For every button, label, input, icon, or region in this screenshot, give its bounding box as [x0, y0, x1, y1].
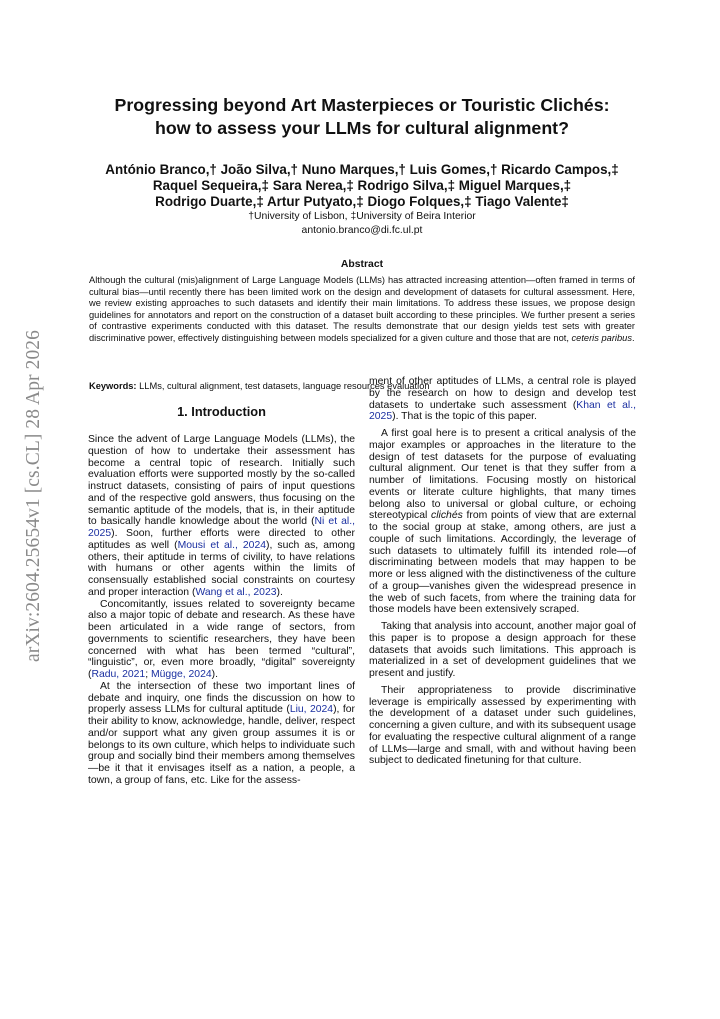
- citation-link[interactable]: Mügge, 2024: [150, 669, 212, 680]
- abstract-italic-phrase: ceteris paribus: [571, 332, 632, 343]
- text-run: from points of view that are external to the social group at stake, among others, are just a couple of such limitations. Accordingly, the leverage of such datasets to ultimately fulfill its intended role—of discriminating between models that may happen to be more or less aligned with the distinctiveness of the culture of a group—vanishes given the widespread presence in the web of such facets, from where the training data for those models have been extensively scraped.: [369, 510, 637, 616]
- abstract-body: [89, 275, 635, 345]
- paragraph: [88, 434, 355, 599]
- arxiv-identifier-text: arXiv:2604.25654v1 [cs.CL] 28 Apr 2026: [23, 329, 45, 663]
- text-run: ), for their ability to know, acknowledge, handle, deliver, respect and/or support what any given group assumes it is or belongs to its own culture, which helps to individuate such group and socially bind their members among themselves—be it that it envisages itself as a nation, a people, a town, a group of fans, etc. Like for the assess-: [88, 704, 355, 786]
- text-run: ). Soon, further efforts were directed to other aptitudes as well (: [88, 528, 355, 551]
- text-run: At the intersection of these two important lines of debate and inquiry, one finds the discussion on how to properly assess LLMs for cultural aptitude (: [88, 680, 355, 716]
- citation-link[interactable]: Radu, 2021: [91, 669, 146, 680]
- citation-link[interactable]: Liu, 2024: [289, 704, 334, 716]
- paragraph: [369, 428, 636, 616]
- paragraph: Their appropriateness to provide discriminative leverage is empirically assessed by experimenting with the development of a dataset under such guidelines, concerning a given culture, and with its subsequent usage for evaluating the respective cultural alignment of a range of LLMs—large and small, with and without having been subject to dedicated finetuning for that culture.: [369, 684, 636, 767]
- paper-title: [80, 94, 644, 140]
- keywords-text: LLMs, cultural alignment, test datasets, language resources evaluation: [136, 381, 430, 391]
- left-column: [88, 434, 355, 787]
- text-run: A first goal here is to present a critical analysis of the major examples or approaches in the literature to the design of test datasets for the purpose of evaluating cultural alignment. Our tenet is that they suffer from a number of limitations. Focusing mostly on historical events or literate culture highlights, that many times belong also to universal or global culture, or echoing stereotypical: [369, 428, 636, 522]
- affiliation-line: †University of Lisbon, ‡University of Beira Interior: [248, 211, 476, 222]
- title-line: how to assess your LLMs for cultural alignment?: [155, 118, 569, 138]
- title-line: Progressing beyond Art Masterpieces or Touristic Clichés:: [114, 95, 610, 115]
- citation-link[interactable]: Wang et al., 2023: [195, 586, 277, 598]
- text-run: ).: [276, 586, 283, 598]
- author-line: António Branco,† João Silva,† Nuno Marques,† Luis Gomes,† Ricardo Campos,‡: [105, 162, 619, 177]
- affiliations: [80, 210, 644, 237]
- contact-email: antonio.branco@di.fc.ul.pt: [301, 224, 423, 236]
- italic-term: clichés: [431, 510, 463, 522]
- citation-link[interactable]: Khan et al., 2025: [369, 399, 636, 423]
- citation-link[interactable]: Mousi et al., 2024: [177, 539, 266, 551]
- text-run: ;: [145, 669, 151, 680]
- text-run: Since the advent of Large Language Models (LLMs), the question of how to undertake their assessment has become a central topic of research. Initially such evaluation efforts were supported mostly by the so-called instruct datasets, consisting of pairs of input questions and of the respective gold answers, thus focusing on the semantic aptitude of the models, that is, in their aptitude to basically handle knowledge about the world (: [88, 434, 355, 528]
- author-line: Raquel Sequeira,‡ Sara Nerea,‡ Rodrigo Silva,‡ Miguel Marques,‡: [152, 178, 572, 193]
- text-run: ).: [211, 669, 219, 680]
- paragraph: [88, 599, 355, 681]
- author-list: [80, 162, 644, 210]
- keywords-label: Keywords:: [89, 381, 137, 391]
- author-line: Rodrigo Duarte,‡ Artur Putyato,‡ Diogo Folques,‡ Tiago Valente‡: [155, 194, 569, 209]
- text-run: Concomitantly, issues related to sovereignty became also a major topic of debate and research. As these have been articulated in a wide range of sectors, from governments to scientific researchers, they have been concerned with what has been termed “cultural”, “linguistic”, or, even more broadly, “digital” sovereignty (: [88, 598, 355, 680]
- text-run: ), such as, among others, their aptitude in terms of civility, to have relations with humans or other agents within the limits of consensually established social constraints on courtesy and proper interaction (: [88, 539, 355, 598]
- paragraph: [88, 681, 355, 787]
- paragraph: [369, 376, 636, 423]
- abstract-heading: Abstract: [340, 259, 384, 270]
- section-heading-introduction: 1. Introduction: [177, 404, 266, 419]
- abstract-text: Although the cultural (mis)alignment of Large Language Models (LLMs) has attracted increasing attention—often framed in terms of cultural bias—until recently there has been limited work on the design and development of datasets for cultural assessment. Here, we review existing approaches to such datasets and identify their main limitations. To address these issues, we propose design guidelines for annotators and report on the construction of a dataset built according to these principles. We further present a series of contrastive experiments conducted with this dataset. The results demonstrate that our design yields test sets with greater discriminative power, effectively distinguishing between models specialized for a given culture and those that are not,: [89, 275, 635, 343]
- paragraph: Taking that analysis into account, another major goal of this paper is to propose a design approach for these datasets that avoids such limitations. This approach is materialized in a set of development guidelines that we present and justify.: [369, 621, 636, 679]
- text-run: ). That is the topic of this paper.: [392, 411, 537, 423]
- text-run: ment of other aptitudes of LLMs, a central role is played by the research on how to design and develop test datasets to undertake such assessment (: [369, 376, 636, 411]
- citation-link[interactable]: Ni et al., 2025: [88, 516, 355, 539]
- abstract-end-period: .: [631, 332, 635, 343]
- right-column: [369, 376, 636, 767]
- arxiv-identifier-stamp: [20, 296, 48, 696]
